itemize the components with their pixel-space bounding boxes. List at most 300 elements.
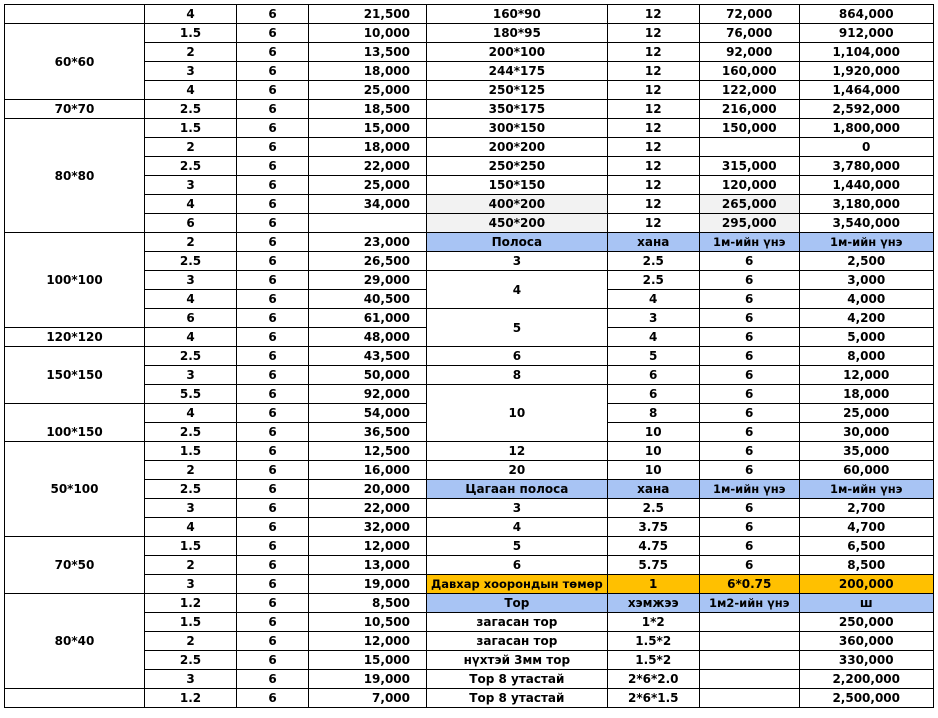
length-cell: 6 bbox=[237, 252, 309, 271]
price-cell: 10,500 bbox=[309, 613, 427, 632]
total-cell: 360,000 bbox=[799, 632, 933, 651]
qty-cell: 10 bbox=[607, 442, 699, 461]
length-cell: 6 bbox=[237, 233, 309, 252]
item-cell: 350*175 bbox=[427, 100, 608, 119]
table-row bbox=[5, 252, 934, 271]
thickness-cell: 1.2 bbox=[145, 689, 237, 708]
total-cell: 200,000 bbox=[799, 575, 933, 594]
item-cell: 5 bbox=[427, 537, 608, 556]
price-cell: 92,000 bbox=[309, 385, 427, 404]
length-cell: 6 bbox=[237, 594, 309, 613]
thickness-cell: 2.5 bbox=[145, 252, 237, 271]
total-cell: 1,440,000 bbox=[799, 176, 933, 195]
table-row bbox=[5, 347, 934, 366]
thickness-cell: 4 bbox=[145, 518, 237, 537]
length-cell: 6 bbox=[237, 366, 309, 385]
total-cell: 3,180,000 bbox=[799, 195, 933, 214]
qty-cell: 12 bbox=[607, 195, 699, 214]
section-label: 120*120 bbox=[5, 328, 145, 347]
table-row bbox=[5, 138, 934, 157]
table-row bbox=[5, 651, 934, 670]
item-cell: 250*250 bbox=[427, 157, 608, 176]
section-label: 50*100 bbox=[5, 442, 145, 537]
thickness-cell: 1.5 bbox=[145, 442, 237, 461]
thickness-cell: 2 bbox=[145, 43, 237, 62]
length-cell: 6 bbox=[237, 689, 309, 708]
qty-cell: 12 bbox=[607, 176, 699, 195]
section-label: 70*70 bbox=[5, 100, 145, 119]
qty-cell: 3 bbox=[607, 309, 699, 328]
thickness-cell: 2 bbox=[145, 556, 237, 575]
section-label: 150*150 bbox=[5, 347, 145, 404]
item-cell: 250*125 bbox=[427, 81, 608, 100]
item-cell: 6 bbox=[427, 556, 608, 575]
length-cell: 6 bbox=[237, 537, 309, 556]
total-cell: 2,700 bbox=[799, 499, 933, 518]
thickness-cell: 4 bbox=[145, 404, 237, 423]
unit-price-cell bbox=[699, 689, 799, 708]
table-row bbox=[5, 556, 934, 575]
item-cell: 300*150 bbox=[427, 119, 608, 138]
length-cell: 6 bbox=[237, 62, 309, 81]
thickness-cell: 3 bbox=[145, 575, 237, 594]
unit-price-cell: 6 bbox=[699, 423, 799, 442]
thickness-cell: 4 bbox=[145, 81, 237, 100]
length-cell: 6 bbox=[237, 651, 309, 670]
price-cell: 20,000 bbox=[309, 480, 427, 499]
item-cell: 450*200 bbox=[427, 214, 608, 233]
total-cell: 3,780,000 bbox=[799, 157, 933, 176]
table-row bbox=[5, 461, 934, 480]
item-cell: загасан тор bbox=[427, 632, 608, 651]
unit-price-cell bbox=[699, 651, 799, 670]
price-cell bbox=[309, 214, 427, 233]
length-cell: 6 bbox=[237, 195, 309, 214]
length-cell: 6 bbox=[237, 499, 309, 518]
item-cell: 3 bbox=[427, 252, 608, 271]
table-row bbox=[5, 195, 934, 214]
thickness-cell: 2.5 bbox=[145, 480, 237, 499]
item-cell: 6 bbox=[427, 347, 608, 366]
unit-price-header: 1м-ийн үнэ bbox=[799, 233, 933, 252]
unit-price-cell: 6 bbox=[699, 442, 799, 461]
total-cell: 2,592,000 bbox=[799, 100, 933, 119]
price-cell: 23,000 bbox=[309, 233, 427, 252]
total-cell: 250,000 bbox=[799, 613, 933, 632]
length-cell: 6 bbox=[237, 632, 309, 651]
total-cell: 3,000 bbox=[799, 271, 933, 290]
price-cell: 26,500 bbox=[309, 252, 427, 271]
price-cell: 10,000 bbox=[309, 24, 427, 43]
table-row bbox=[5, 233, 934, 252]
table-row bbox=[5, 309, 934, 328]
table-row bbox=[5, 632, 934, 651]
length-cell: 6 bbox=[237, 290, 309, 309]
qty-cell: 1.5*2 bbox=[607, 632, 699, 651]
wall-header: хана bbox=[607, 480, 699, 499]
unit-price-cell: 6 bbox=[699, 290, 799, 309]
price-cell: 16,000 bbox=[309, 461, 427, 480]
thickness-cell: 2 bbox=[145, 632, 237, 651]
thickness-cell: 1.2 bbox=[145, 594, 237, 613]
strip-header: Полоса bbox=[427, 233, 608, 252]
unit-price-cell: 6 bbox=[699, 385, 799, 404]
length-cell: 6 bbox=[237, 271, 309, 290]
price-cell: 43,500 bbox=[309, 347, 427, 366]
table-row bbox=[5, 442, 934, 461]
total-cell: 4,700 bbox=[799, 518, 933, 537]
price-cell: 7,000 bbox=[309, 689, 427, 708]
m2-price-header: 1м2-ийн үнэ bbox=[699, 594, 799, 613]
total-cell: 30,000 bbox=[799, 423, 933, 442]
total-cell: 60,000 bbox=[799, 461, 933, 480]
total-cell: 35,000 bbox=[799, 442, 933, 461]
thickness-cell: 2.5 bbox=[145, 651, 237, 670]
item-cell: 180*95 bbox=[427, 24, 608, 43]
length-cell: 6 bbox=[237, 442, 309, 461]
floor-beam-item: Давхар хоорондын төмөр bbox=[427, 575, 608, 594]
length-cell: 6 bbox=[237, 309, 309, 328]
price-cell: 15,000 bbox=[309, 651, 427, 670]
size-header: хэмжээ bbox=[607, 594, 699, 613]
thickness-cell: 4 bbox=[145, 195, 237, 214]
unit-price-cell: 76,000 bbox=[699, 24, 799, 43]
length-cell: 6 bbox=[237, 214, 309, 233]
table-row bbox=[5, 499, 934, 518]
item-cell: Тор 8 утастай bbox=[427, 670, 608, 689]
price-cell: 22,000 bbox=[309, 499, 427, 518]
price-cell: 54,000 bbox=[309, 404, 427, 423]
total-cell: 8,500 bbox=[799, 556, 933, 575]
thickness-cell: 6 bbox=[145, 309, 237, 328]
length-cell: 6 bbox=[237, 613, 309, 632]
white-strip-header: Цагаан полоса bbox=[427, 480, 608, 499]
length-cell: 6 bbox=[237, 176, 309, 195]
unit-price-header: 1м-ийн үнэ bbox=[699, 233, 799, 252]
price-cell: 25,000 bbox=[309, 176, 427, 195]
table-row bbox=[5, 670, 934, 689]
unit-price-cell: 122,000 bbox=[699, 81, 799, 100]
qty-cell: 12 bbox=[607, 214, 699, 233]
length-cell: 6 bbox=[237, 24, 309, 43]
total-cell: 12,000 bbox=[799, 366, 933, 385]
qty-cell: 2*6*1.5 bbox=[607, 689, 699, 708]
section-label: 100*100 bbox=[5, 233, 145, 328]
total-cell: 4,000 bbox=[799, 290, 933, 309]
item-cell: 160*90 bbox=[427, 5, 608, 24]
thickness-cell: 5.5 bbox=[145, 385, 237, 404]
thickness-cell: 4 bbox=[145, 328, 237, 347]
qty-cell: 2*6*2.0 bbox=[607, 670, 699, 689]
qty-cell: 4.75 bbox=[607, 537, 699, 556]
length-cell: 6 bbox=[237, 328, 309, 347]
item-cell: 4 bbox=[427, 271, 608, 309]
table-row bbox=[5, 518, 934, 537]
total-cell: 2,500,000 bbox=[799, 689, 933, 708]
thickness-cell: 3 bbox=[145, 366, 237, 385]
price-cell: 61,000 bbox=[309, 309, 427, 328]
unit-price-cell: 160,000 bbox=[699, 62, 799, 81]
total-cell: 0 bbox=[799, 138, 933, 157]
section-label bbox=[5, 5, 145, 24]
qty-cell: 6 bbox=[607, 366, 699, 385]
qty-cell: 12 bbox=[607, 157, 699, 176]
price-cell: 32,000 bbox=[309, 518, 427, 537]
unit-price-cell: 6 bbox=[699, 461, 799, 480]
thickness-cell: 3 bbox=[145, 499, 237, 518]
unit-price-cell: 295,000 bbox=[699, 214, 799, 233]
table-row bbox=[5, 100, 934, 119]
qty-cell: 10 bbox=[607, 461, 699, 480]
length-cell: 6 bbox=[237, 670, 309, 689]
qty-cell: 12 bbox=[607, 119, 699, 138]
total-cell: 2,500 bbox=[799, 252, 933, 271]
thickness-cell: 1.5 bbox=[145, 613, 237, 632]
section-label: 100*150 bbox=[5, 404, 145, 442]
qty-cell: 12 bbox=[607, 81, 699, 100]
price-cell: 25,000 bbox=[309, 81, 427, 100]
total-cell: 6,500 bbox=[799, 537, 933, 556]
qty-cell: 2.5 bbox=[607, 499, 699, 518]
thickness-cell: 2 bbox=[145, 461, 237, 480]
unit-price-cell: 6 bbox=[699, 328, 799, 347]
price-cell: 18,000 bbox=[309, 62, 427, 81]
unit-price-cell: 6 bbox=[699, 537, 799, 556]
price-cell: 29,000 bbox=[309, 271, 427, 290]
section-label: 80*80 bbox=[5, 119, 145, 233]
wall-header: хана bbox=[607, 233, 699, 252]
qty-cell: 1.5*2 bbox=[607, 651, 699, 670]
qty-cell: 6 bbox=[607, 385, 699, 404]
length-cell: 6 bbox=[237, 81, 309, 100]
table-row bbox=[5, 5, 934, 24]
length-cell: 6 bbox=[237, 100, 309, 119]
length-cell: 6 bbox=[237, 347, 309, 366]
price-cell: 18,000 bbox=[309, 138, 427, 157]
price-cell: 12,000 bbox=[309, 632, 427, 651]
table-row bbox=[5, 176, 934, 195]
unit-price-cell: 72,000 bbox=[699, 5, 799, 24]
table-row bbox=[5, 24, 934, 43]
price-cell: 13,500 bbox=[309, 43, 427, 62]
price-cell: 19,000 bbox=[309, 670, 427, 689]
unit-price-cell: 6 bbox=[699, 556, 799, 575]
unit-price-cell bbox=[699, 670, 799, 689]
qty-cell: 5.75 bbox=[607, 556, 699, 575]
item-cell: Тор 8 утастай bbox=[427, 689, 608, 708]
unit-price-cell: 6*0.75 bbox=[699, 575, 799, 594]
thickness-cell: 2 bbox=[145, 233, 237, 252]
length-cell: 6 bbox=[237, 404, 309, 423]
thickness-cell: 3 bbox=[145, 271, 237, 290]
section-label: 70*50 bbox=[5, 537, 145, 594]
price-cell: 12,500 bbox=[309, 442, 427, 461]
price-cell: 21,500 bbox=[309, 5, 427, 24]
table-row bbox=[5, 119, 934, 138]
qty-cell: 12 bbox=[607, 138, 699, 157]
section-label bbox=[5, 689, 145, 708]
qty-cell: 1 bbox=[607, 575, 699, 594]
length-cell: 6 bbox=[237, 423, 309, 442]
table-row bbox=[5, 157, 934, 176]
length-cell: 6 bbox=[237, 556, 309, 575]
price-cell: 34,000 bbox=[309, 195, 427, 214]
unit-price-cell: 6 bbox=[699, 404, 799, 423]
qty-cell: 4 bbox=[607, 290, 699, 309]
total-cell: 1,800,000 bbox=[799, 119, 933, 138]
unit-price-cell: 315,000 bbox=[699, 157, 799, 176]
unit-price-cell: 120,000 bbox=[699, 176, 799, 195]
table-row bbox=[5, 594, 934, 613]
unit-price-cell: 92,000 bbox=[699, 43, 799, 62]
qty-cell: 12 bbox=[607, 62, 699, 81]
total-cell: 1,920,000 bbox=[799, 62, 933, 81]
price-cell: 50,000 bbox=[309, 366, 427, 385]
unit-price-cell bbox=[699, 138, 799, 157]
unit-price-cell: 150,000 bbox=[699, 119, 799, 138]
price-cell: 8,500 bbox=[309, 594, 427, 613]
unit-price-header: 1м-ийн үнэ bbox=[699, 480, 799, 499]
qty-cell: 12 bbox=[607, 5, 699, 24]
qty-cell: 2.5 bbox=[607, 271, 699, 290]
total-cell: 864,000 bbox=[799, 5, 933, 24]
price-cell: 40,500 bbox=[309, 290, 427, 309]
price-cell: 18,500 bbox=[309, 100, 427, 119]
item-cell: 8 bbox=[427, 366, 608, 385]
total-cell: 1,464,000 bbox=[799, 81, 933, 100]
total-cell: 8,000 bbox=[799, 347, 933, 366]
total-cell: 3,540,000 bbox=[799, 214, 933, 233]
table-row bbox=[5, 480, 934, 499]
total-cell: 5,000 bbox=[799, 328, 933, 347]
table-row bbox=[5, 385, 934, 404]
qty-cell: 12 bbox=[607, 43, 699, 62]
table-row bbox=[5, 43, 934, 62]
price-cell: 12,000 bbox=[309, 537, 427, 556]
table-row bbox=[5, 214, 934, 233]
price-table bbox=[4, 4, 934, 708]
thickness-cell: 1.5 bbox=[145, 119, 237, 138]
length-cell: 6 bbox=[237, 138, 309, 157]
thickness-cell: 3 bbox=[145, 176, 237, 195]
total-cell: 1,104,000 bbox=[799, 43, 933, 62]
item-cell: 20 bbox=[427, 461, 608, 480]
table-row bbox=[5, 575, 934, 594]
price-cell: 19,000 bbox=[309, 575, 427, 594]
unit-price-cell: 6 bbox=[699, 518, 799, 537]
item-cell: 5 bbox=[427, 309, 608, 347]
thickness-cell: 4 bbox=[145, 290, 237, 309]
item-cell: 4 bbox=[427, 518, 608, 537]
length-cell: 6 bbox=[237, 575, 309, 594]
table-row bbox=[5, 366, 934, 385]
unit-price-header: 1м-ийн үнэ bbox=[799, 480, 933, 499]
qty-cell: 8 bbox=[607, 404, 699, 423]
item-cell: нүхтэй 3мм тор bbox=[427, 651, 608, 670]
price-cell: 15,000 bbox=[309, 119, 427, 138]
length-cell: 6 bbox=[237, 5, 309, 24]
qty-cell: 2.5 bbox=[607, 252, 699, 271]
item-cell: 200*200 bbox=[427, 138, 608, 157]
thickness-cell: 6 bbox=[145, 214, 237, 233]
thickness-cell: 1.5 bbox=[145, 537, 237, 556]
total-cell: 912,000 bbox=[799, 24, 933, 43]
thickness-cell: 2.5 bbox=[145, 423, 237, 442]
mesh-header: Тор bbox=[427, 594, 608, 613]
item-cell: 244*175 bbox=[427, 62, 608, 81]
price-cell: 36,500 bbox=[309, 423, 427, 442]
unit-price-cell: 265,000 bbox=[699, 195, 799, 214]
table-row bbox=[5, 271, 934, 290]
unit-price-cell: 216,000 bbox=[699, 100, 799, 119]
qty-cell: 12 bbox=[607, 24, 699, 43]
table-row bbox=[5, 81, 934, 100]
thickness-cell: 3 bbox=[145, 62, 237, 81]
item-cell: 400*200 bbox=[427, 195, 608, 214]
thickness-cell: 4 bbox=[145, 5, 237, 24]
table-row bbox=[5, 537, 934, 556]
item-cell: 3 bbox=[427, 499, 608, 518]
piece-header: ш bbox=[799, 594, 933, 613]
length-cell: 6 bbox=[237, 385, 309, 404]
qty-cell: 4 bbox=[607, 328, 699, 347]
item-cell: 200*100 bbox=[427, 43, 608, 62]
unit-price-cell bbox=[699, 613, 799, 632]
qty-cell: 10 bbox=[607, 423, 699, 442]
item-cell: загасан тор bbox=[427, 613, 608, 632]
thickness-cell: 1.5 bbox=[145, 24, 237, 43]
table-row bbox=[5, 689, 934, 708]
item-cell: 12 bbox=[427, 442, 608, 461]
table-row bbox=[5, 62, 934, 81]
thickness-cell: 3 bbox=[145, 670, 237, 689]
unit-price-cell: 6 bbox=[699, 347, 799, 366]
length-cell: 6 bbox=[237, 518, 309, 537]
length-cell: 6 bbox=[237, 480, 309, 499]
qty-cell: 12 bbox=[607, 100, 699, 119]
qty-cell: 3.75 bbox=[607, 518, 699, 537]
price-cell: 22,000 bbox=[309, 157, 427, 176]
table-row bbox=[5, 613, 934, 632]
price-cell: 48,000 bbox=[309, 328, 427, 347]
total-cell: 330,000 bbox=[799, 651, 933, 670]
thickness-cell: 2.5 bbox=[145, 100, 237, 119]
section-label: 60*60 bbox=[5, 24, 145, 100]
item-cell: 10 bbox=[427, 385, 608, 442]
qty-cell: 1*2 bbox=[607, 613, 699, 632]
unit-price-cell: 6 bbox=[699, 499, 799, 518]
total-cell: 4,200 bbox=[799, 309, 933, 328]
thickness-cell: 2.5 bbox=[145, 157, 237, 176]
unit-price-cell bbox=[699, 632, 799, 651]
item-cell: 150*150 bbox=[427, 176, 608, 195]
total-cell: 18,000 bbox=[799, 385, 933, 404]
qty-cell: 5 bbox=[607, 347, 699, 366]
total-cell: 25,000 bbox=[799, 404, 933, 423]
length-cell: 6 bbox=[237, 461, 309, 480]
length-cell: 6 bbox=[237, 157, 309, 176]
unit-price-cell: 6 bbox=[699, 366, 799, 385]
unit-price-cell: 6 bbox=[699, 309, 799, 328]
unit-price-cell: 6 bbox=[699, 271, 799, 290]
unit-price-cell: 6 bbox=[699, 252, 799, 271]
thickness-cell: 2.5 bbox=[145, 347, 237, 366]
thickness-cell: 2 bbox=[145, 138, 237, 157]
total-cell: 2,200,000 bbox=[799, 670, 933, 689]
price-cell: 13,000 bbox=[309, 556, 427, 575]
length-cell: 6 bbox=[237, 43, 309, 62]
length-cell: 6 bbox=[237, 119, 309, 138]
